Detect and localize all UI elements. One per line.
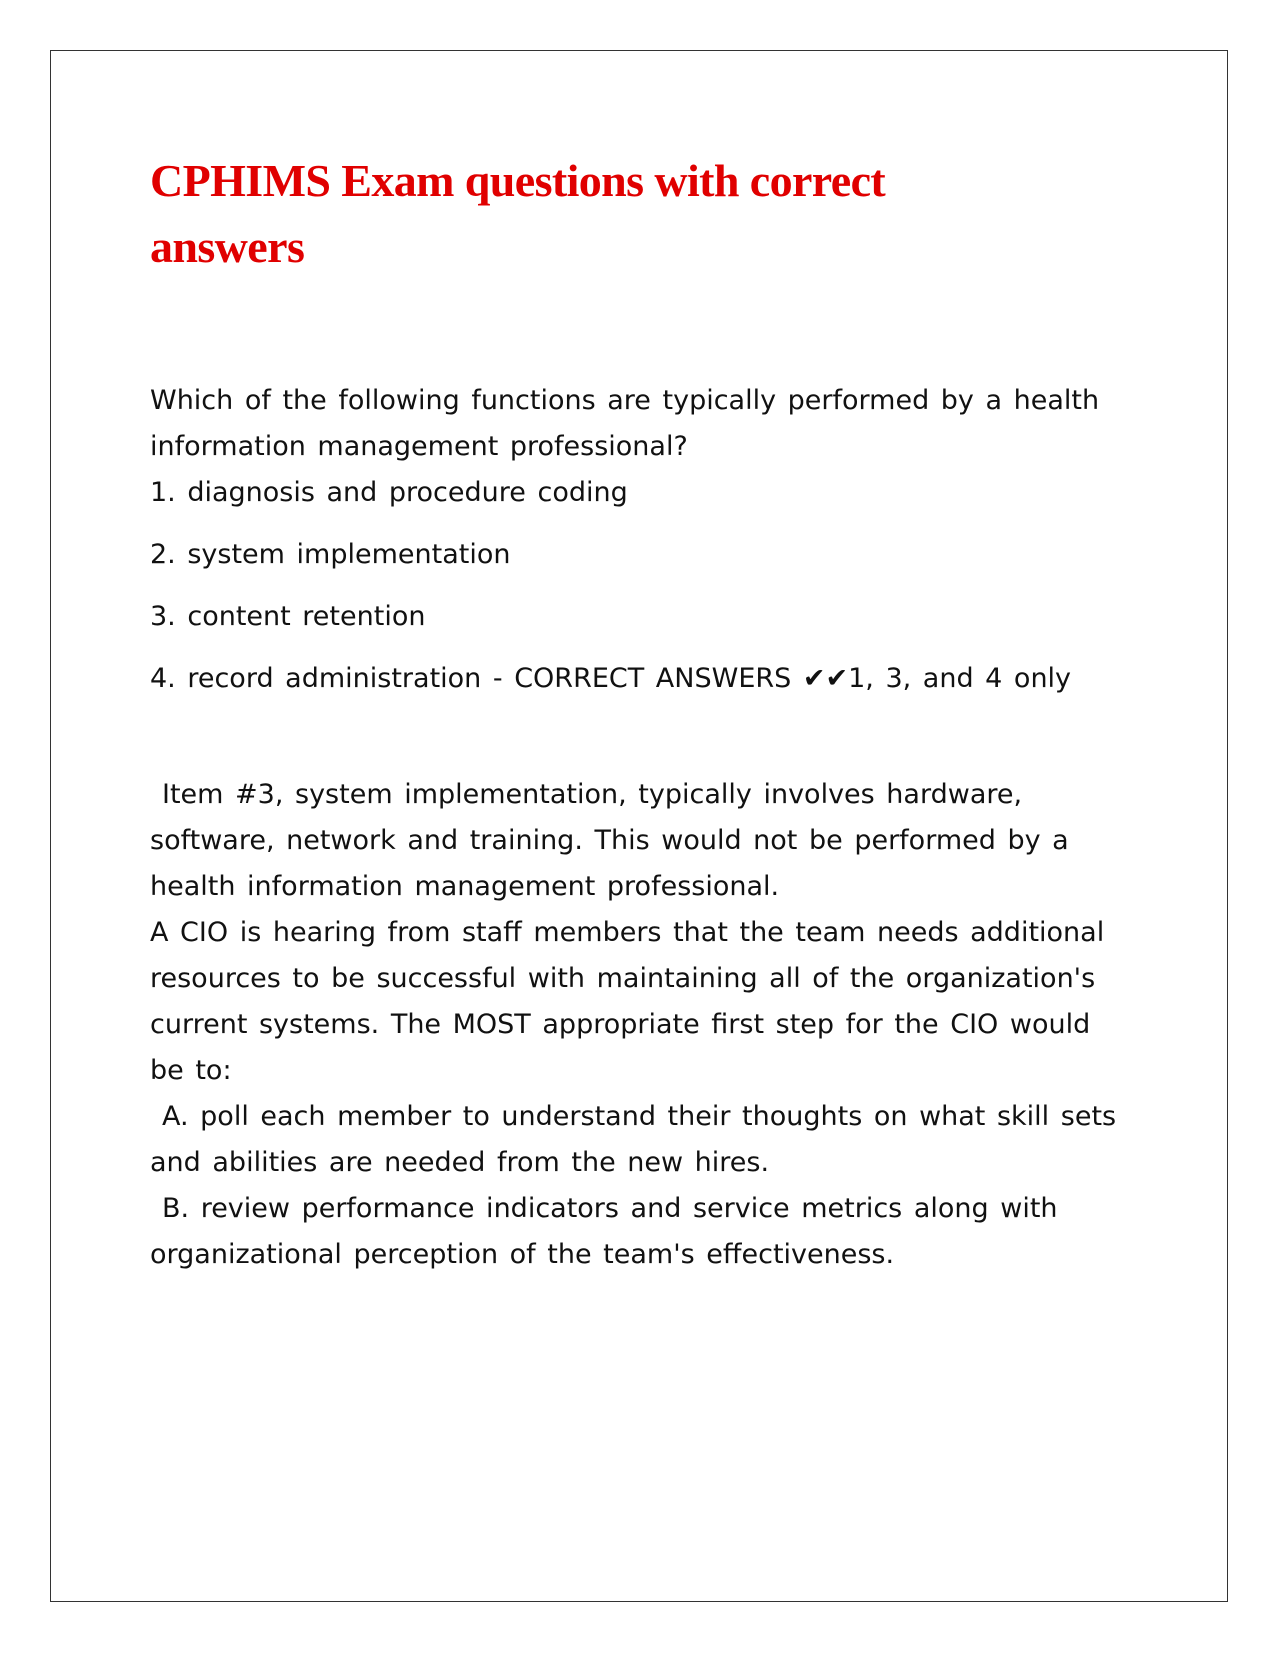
question-1-option-2: 2. system implementation — [150, 539, 511, 570]
question-2-option-b: B. review performance indicators and service metrics along with organizational perception of the team's effectiveness. — [150, 1193, 1058, 1270]
question-2-option-a: A. poll each member to understand their thoughts on what skill sets and abilities are needed from the new hires. — [150, 1101, 1117, 1178]
document-title: CPHIMS Exam questions with correct answers — [150, 155, 886, 272]
question-1-option-4-answer: 4. record administration - CORRECT ANSWERS ✔✔1, 3, and 4 only — [150, 663, 1072, 694]
question-1-text: Which of the following functions are typically performed by a health information management professional? — [150, 385, 1100, 462]
question-1-option-3: 3. content retention — [150, 601, 426, 632]
question-1-explanation: Item #3, system implementation, typically involves hardware, software, network and training. This would not be performed by a health information management professional. — [150, 779, 1069, 902]
question-1-options — [150, 470, 1135, 702]
question-2-text: A CIO is hearing from staff members that the team needs additional resources to be successful with maintaining all of the organization's current systems. The MOST appropriate first step for the CIO would be to: — [150, 917, 1105, 1086]
document-body — [150, 378, 1135, 1278]
question-1-option-1: 1. diagnosis and procedure coding — [150, 477, 628, 508]
